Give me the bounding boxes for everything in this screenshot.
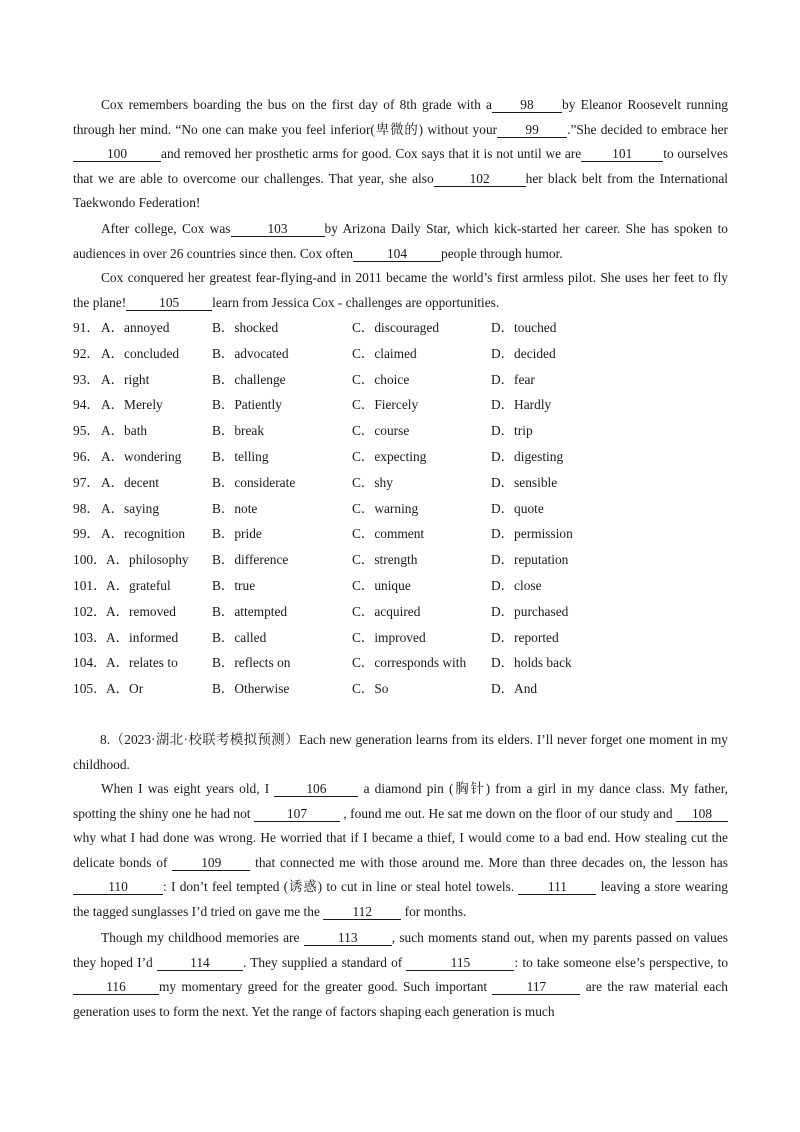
option-c: C．shy <box>352 474 393 490</box>
option-d: D．reported <box>491 629 559 645</box>
text-run: Cox remembers boarding the bus on the first day of 8th grade with a <box>101 97 492 112</box>
option-row <box>73 521 733 547</box>
text-run: . They supplied a standard of <box>242 954 403 970</box>
text-run: learn from Jessica Cox - challenges are opportunities. <box>212 294 500 310</box>
option-row <box>73 418 733 444</box>
blank-108: 108 <box>676 806 728 822</box>
option-a: A．bath <box>101 423 148 439</box>
option-b: B．Patiently <box>212 397 282 413</box>
blank-117: 117 <box>492 979 580 995</box>
text-run: and removed her prosthetic arms for good. Cox says that it is not until we are <box>161 146 582 162</box>
option-a: A．right <box>101 371 150 387</box>
text-run: for months. <box>404 903 467 919</box>
option-row <box>73 625 733 651</box>
option-d: D．holds back <box>491 655 572 671</box>
text-run: to ourselves that we are able to overcome our challenges. That year, she also <box>73 146 729 186</box>
text-run: Though my childhood memories are <box>101 930 300 945</box>
option-b: B．Otherwise <box>212 681 290 697</box>
option-a: A．removed <box>106 603 176 619</box>
option-b: B．attempted <box>212 603 288 619</box>
option-c: C．corresponds with <box>352 655 467 671</box>
text-run: When I was eight years old, I <box>101 781 270 796</box>
text-run: her black belt from the International Taekwondo Federation! <box>73 170 729 211</box>
option-number: 105． <box>73 681 107 697</box>
option-b: B．advocated <box>212 345 289 361</box>
option-row <box>73 547 733 573</box>
option-b: B．considerate <box>212 474 296 490</box>
text-run: leaving a store wearing the tagged sunglasses I’d tried on gave me the <box>73 879 728 919</box>
option-row <box>73 573 733 599</box>
option-c: C．warning <box>352 500 419 516</box>
option-d: D．sensible <box>491 474 558 490</box>
option-row <box>73 392 733 418</box>
option-row <box>73 650 733 676</box>
option-c: C．claimed <box>352 345 417 361</box>
option-number: 96． <box>73 448 100 464</box>
blank-109: 109 <box>172 855 250 871</box>
option-c: C．acquired <box>352 603 421 619</box>
passage-paragraph <box>73 93 728 216</box>
option-b: B．true <box>212 577 256 593</box>
option-a: A．grateful <box>106 577 171 593</box>
option-number: 100． <box>73 552 107 568</box>
blank-112: 112 <box>323 904 401 920</box>
text-run: After college, Cox was <box>101 221 231 236</box>
option-a: A．concluded <box>101 345 180 361</box>
option-number: 93． <box>73 371 100 387</box>
text-run: by Eleanor Roosevelt running through her mind. “No one can make you feel inferior(卑微的) without your <box>73 97 728 137</box>
text-run: a diamond pin (胸针) from a girl in my dance class. My father, spotting the shiny one he had not <box>73 781 728 821</box>
option-b: B．break <box>212 423 265 439</box>
option-row <box>73 315 733 341</box>
option-c: C．discouraged <box>352 320 440 335</box>
text-run: .”She decided to embrace her <box>567 121 728 137</box>
option-b: B．telling <box>212 448 269 464</box>
option-d: D．decided <box>491 345 556 361</box>
option-a: A．annoyed <box>101 320 170 335</box>
option-a: A．saying <box>101 500 160 516</box>
option-a: A．recognition <box>101 526 186 542</box>
option-a: A．Merely <box>101 397 163 413</box>
option-b: B．reflects on <box>212 655 291 671</box>
option-d: D．And <box>491 681 538 697</box>
text-run: : I don’t feel tempted (诱惑) to cut in line or steal hotel towels. <box>163 879 515 895</box>
blank-113: 113 <box>304 930 392 946</box>
option-a: A．decent <box>101 474 160 490</box>
text-run: Cox conquered her greatest fear-flying-and in 2011 became the world’s first armless pilot. She uses her feet to fly the plane! <box>73 270 728 310</box>
option-number: 91． <box>73 320 100 335</box>
option-d: D．touched <box>491 320 557 335</box>
blank-116: 116 <box>73 979 159 995</box>
option-row <box>73 341 733 367</box>
option-row <box>73 367 733 393</box>
blank-101: 101 <box>581 146 663 162</box>
blank-110: 110 <box>73 879 163 895</box>
option-d: D．fear <box>491 371 535 387</box>
blank-100: 100 <box>73 146 161 162</box>
option-c: C．unique <box>352 577 411 593</box>
question-header-text: 8.（2023·湖北·校联考模拟预测）Each new generation learns from its elders. I’ll never forget one moment in my childhood. <box>73 732 728 772</box>
text-run: my momentary greed for the greater good. Such important <box>159 979 488 995</box>
options-list <box>73 315 733 702</box>
text-run: that connected me with those around me. More than three decades on, the lesson has <box>255 854 728 870</box>
option-a: A．relates to <box>106 655 178 671</box>
option-c: C．So <box>352 681 389 697</box>
option-d: D．trip <box>491 423 533 439</box>
text-run: , such moments stand out, when my parents passed on values they hoped I’d <box>73 930 728 970</box>
question-header <box>73 728 728 777</box>
option-d: D．quote <box>491 500 544 516</box>
option-b: B．challenge <box>212 371 286 387</box>
text-run: by Arizona Daily Star, which kick-started her career. She has spoken to audiences in over 26 countries since then. Cox often <box>73 221 728 261</box>
blank-99: 99 <box>497 122 567 138</box>
option-d: D．permission <box>491 526 573 542</box>
option-d: D．digesting <box>491 448 564 464</box>
text-run: are the raw material each generation uses to form the next. Yet the range of factors shaping each generation is much <box>73 979 728 1019</box>
option-c: C．strength <box>352 552 418 568</box>
blank-98: 98 <box>492 97 562 113</box>
blank-103: 103 <box>231 221 325 237</box>
option-number: 97． <box>73 474 100 490</box>
option-c: C．expecting <box>352 448 427 464</box>
option-number: 102． <box>73 603 107 619</box>
option-b: B．note <box>212 500 258 516</box>
option-row <box>73 496 733 522</box>
passage-paragraph <box>73 217 728 266</box>
option-a: A．informed <box>106 629 179 645</box>
option-number: 101． <box>73 577 107 593</box>
option-number: 92． <box>73 345 100 361</box>
option-number: 98． <box>73 500 100 516</box>
option-d: D．Hardly <box>491 397 552 413</box>
option-c: C．course <box>352 423 410 439</box>
option-number: 104． <box>73 655 107 671</box>
option-number: 94． <box>73 397 100 413</box>
option-c: C．Fiercely <box>352 397 419 413</box>
text-run: : to take someone else’s perspective, to <box>514 954 729 970</box>
blank-115: 115 <box>406 955 514 971</box>
option-c: C．comment <box>352 526 425 542</box>
text-run: why what I had done was wrong. He worried that if I became a thief, I would come to a bad end. How stealing cut the delicate bonds of <box>73 830 728 870</box>
option-c: C．improved <box>352 629 426 645</box>
blank-102: 102 <box>434 171 526 187</box>
option-number: 103． <box>73 629 107 645</box>
passage-paragraph <box>73 926 728 1024</box>
option-c: C．choice <box>352 371 410 387</box>
text-run: people through humor. <box>441 245 563 261</box>
passage-paragraph <box>73 266 728 315</box>
option-a: A．wondering <box>101 448 182 464</box>
blank-104: 104 <box>353 246 441 262</box>
option-number: 99． <box>73 526 100 542</box>
blank-107: 107 <box>254 806 340 822</box>
option-row <box>73 470 733 496</box>
option-row <box>73 444 733 470</box>
option-d: D．purchased <box>491 603 569 619</box>
option-b: B．pride <box>212 526 262 542</box>
option-d: D．close <box>491 577 542 593</box>
option-b: B．difference <box>212 552 289 568</box>
text-run: , found me out. He sat me down on the floor of our study and <box>343 805 673 821</box>
blank-114: 114 <box>157 955 243 971</box>
option-row <box>73 599 733 625</box>
option-b: B．shocked <box>212 320 279 335</box>
option-a: A．Or <box>106 681 144 697</box>
passage-paragraph <box>73 777 728 925</box>
blank-106: 106 <box>274 781 358 797</box>
option-d: D．reputation <box>491 552 569 568</box>
blank-105: 105 <box>126 295 212 311</box>
option-row <box>73 676 733 702</box>
option-b: B．called <box>212 629 267 645</box>
blank-111: 111 <box>518 879 596 895</box>
option-number: 95． <box>73 423 100 439</box>
option-a: A．philosophy <box>106 552 189 568</box>
